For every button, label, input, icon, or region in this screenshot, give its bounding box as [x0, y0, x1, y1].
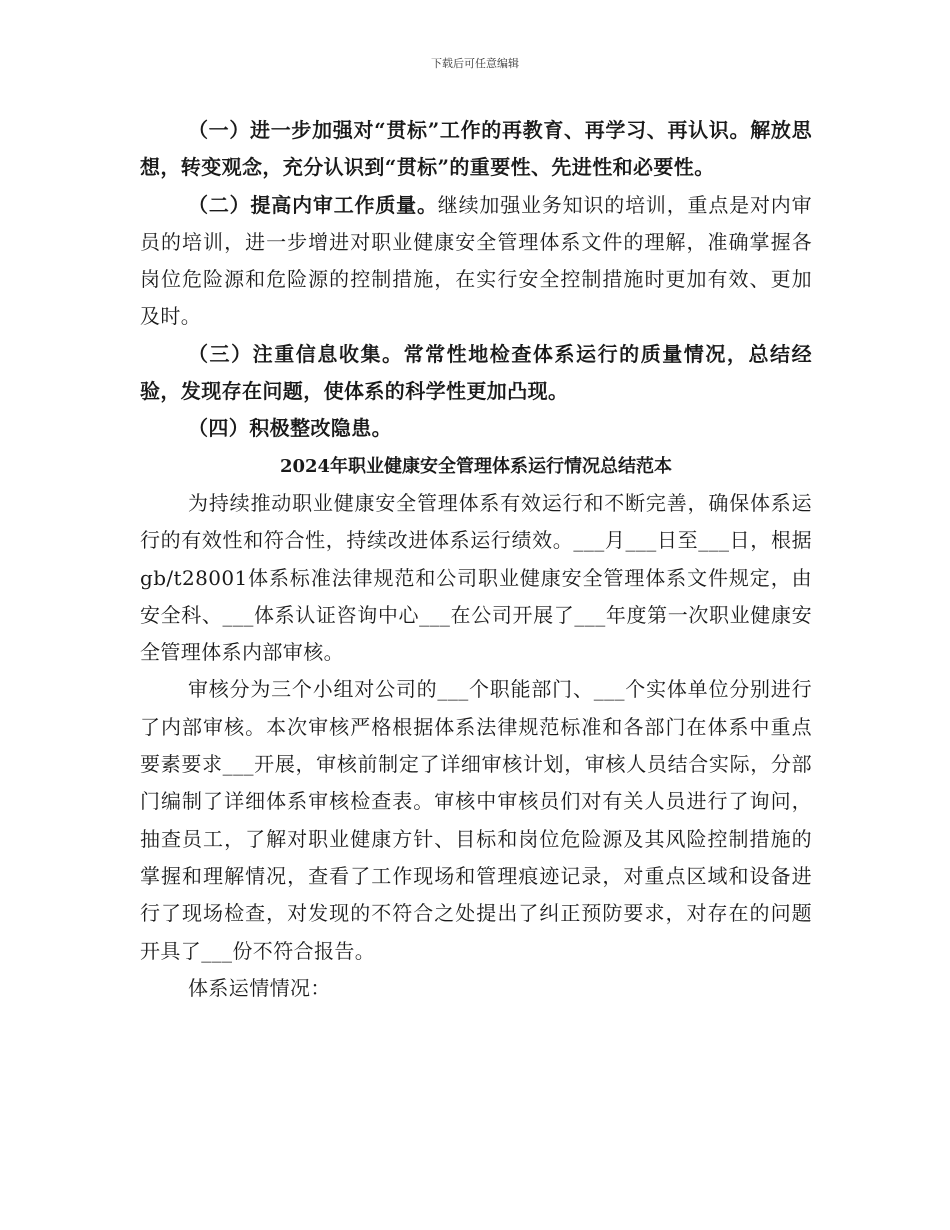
paragraph-2-rest: 继续加强业务知识的培训，重点是对内审员的培训，进一步增进对职业健康安全管理体系文件的理解，准确掌握各岗位危险源和危险源的控制措施，在实行安全控制措施时更加有效、更加及时。 [140, 192, 812, 329]
body-paragraph-1: 为持续推动职业健康安全管理体系有效运行和不断完善，确保体系运行的有效性和符合性，持续改进体系运行绩效。___月___日至___日，根据gb/t28001体系标准法律规范和公司职业健康安全管理体系文件规定，由安全科、___体系认证咨询中心___在公司开展了___年度第一次职业健康安全管理体系内部审核。 [140, 490, 812, 665]
page-header: 下载后可任意编辑 [431, 57, 519, 70]
paragraph-3-bold: （三）注重信息收集。常常性地检查体系运行的质量情况，总结经验，发现存在问题，使体系的科学性更加凸现。 [140, 341, 812, 404]
paragraph-4 [140, 410, 812, 447]
paragraph-1-bold: （一）进一步加强对“贯标”工作的再教育、再学习、再认识。解放思想，转变观念，充分认识到“贯标”的重要性、先进性和必要性。 [140, 118, 812, 180]
document-body [140, 112, 812, 1007]
paragraph-4-bold: （四）积极整改隐患。 [188, 416, 392, 441]
body-paragraph-2: 审核分为三个小组对公司的___个职能部门、___个实体单位分别进行了内部审核。本次审核严格根据体系法律规范标准和各部门在体系中重点要素要求___开展，审核前制定了详细审核计划，审核人员结合实际，分部门编制了详细体系审核检查表。审核中审核员们对有关人员进行了询问，抽查员工，了解对职业健康方针、目标和岗位危险源及其风险控制措施的掌握和理解情况，查看了工作现场和管理痕迹记录，对重点区域和设备进行了现场检查，对发现的不符合之处提出了纠正预防要求，对存在的问题开具了___份不符合报告。 [140, 677, 812, 963]
paragraph-2 [140, 187, 812, 336]
paragraph-1 [140, 112, 812, 187]
body-paragraph-3: 体系运情情况： [188, 975, 331, 1000]
paragraph-2-bold: （二）提高内审工作质量。 [188, 192, 438, 217]
paragraph-3 [140, 336, 812, 411]
section-title: 2024年职业健康安全管理体系运行情况总结范本 [279, 455, 673, 477]
